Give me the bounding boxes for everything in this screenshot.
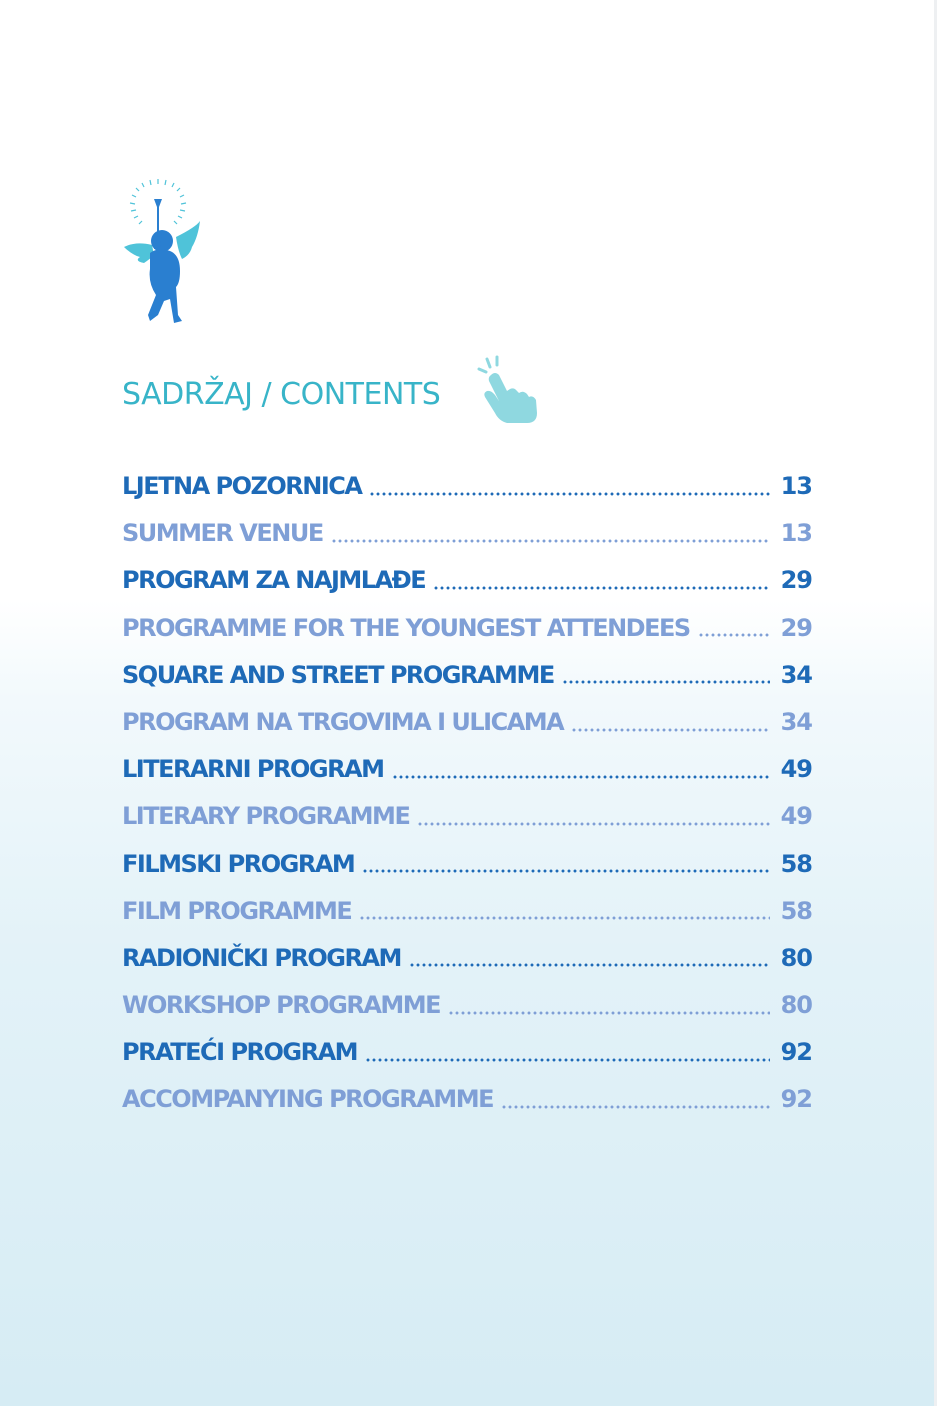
- toc-entry-page-number: 13: [780, 472, 812, 500]
- toc-entry-title: SUMMER VENUE: [122, 519, 323, 548]
- toc-entry-page-number: 34: [780, 660, 812, 689]
- dot-leader: [392, 760, 770, 780]
- toc-entry-title: FILMSKI PROGRAM: [122, 849, 355, 878]
- toc-entry[interactable]: [122, 1076, 812, 1123]
- contents-heading-row: [122, 355, 582, 425]
- contents-title: SADRŽAJ / CONTENTS: [122, 377, 441, 412]
- toc-entry[interactable]: [122, 605, 812, 652]
- toc-entry-title: PRATEĆI PROGRAM: [122, 1038, 358, 1067]
- dot-leader: [698, 618, 770, 638]
- toc-entry-title: LITERARY PROGRAMME: [122, 802, 410, 831]
- toc-entry-page-number: 49: [780, 802, 812, 831]
- toc-entry-title: WORKSHOP PROGRAMME: [122, 991, 441, 1020]
- dot-leader: [365, 1043, 770, 1063]
- toc-entry[interactable]: [122, 699, 812, 746]
- toc-entry-title: PROGRAM ZA NAJMLAĐE: [122, 566, 426, 595]
- toc-entry[interactable]: [122, 652, 812, 699]
- toc-entry[interactable]: [122, 982, 812, 1029]
- toc-entry[interactable]: [122, 510, 812, 557]
- toc-entry-title: RADIONIČKI PROGRAM: [122, 943, 401, 972]
- dot-leader: [417, 807, 770, 827]
- toc-entry-title: SQUARE AND STREET PROGRAMME: [122, 660, 554, 689]
- dot-leader: [433, 571, 770, 591]
- toc-entry-title: LITERARNI PROGRAM: [122, 755, 384, 784]
- pointing-hand-icon: [477, 355, 539, 425]
- toc-entry-title: PROGRAMME FOR THE YOUNGEST ATTENDEES: [122, 613, 690, 642]
- dot-leader: [359, 901, 770, 921]
- toc-entry[interactable]: [122, 463, 812, 510]
- toc-entry[interactable]: [122, 557, 812, 604]
- dot-leader: [448, 996, 770, 1016]
- dot-leader: [369, 477, 770, 497]
- dot-leader: [331, 524, 770, 544]
- toc-entry-title: ACCOMPANYING PROGRAMME: [122, 1085, 493, 1114]
- toc-entry[interactable]: [122, 841, 812, 888]
- table-of-contents: [122, 463, 812, 1124]
- toc-entry-page-number: 92: [780, 1085, 812, 1114]
- toc-entry[interactable]: [122, 935, 812, 982]
- toc-entry-title: PROGRAM NA TRGOVIMA I ULICAMA: [122, 707, 564, 736]
- dot-leader: [409, 948, 770, 968]
- toc-entry-page-number: 80: [780, 943, 812, 972]
- toc-entry-page-number: 29: [780, 613, 812, 642]
- toc-entry-page-number: 49: [780, 755, 812, 784]
- toc-entry-page-number: 92: [780, 1038, 812, 1067]
- toc-entry-title: LJETNA POZORNICA: [122, 472, 362, 500]
- toc-entry-page-number: 29: [780, 566, 812, 595]
- toc-entry[interactable]: [122, 746, 812, 793]
- toc-entry[interactable]: [122, 1029, 812, 1076]
- angel-trumpet-icon: [118, 175, 208, 325]
- dot-leader: [562, 665, 770, 685]
- toc-entry-page-number: 58: [780, 896, 812, 925]
- toc-entry-title: FILM PROGRAMME: [122, 896, 352, 925]
- dot-leader: [571, 713, 770, 733]
- dot-leader: [362, 854, 770, 874]
- toc-entry-page-number: 13: [780, 519, 812, 548]
- toc-entry[interactable]: [122, 888, 812, 935]
- toc-entry[interactable]: [122, 793, 812, 840]
- toc-entry-page-number: 58: [780, 849, 812, 878]
- dot-leader: [501, 1090, 770, 1110]
- toc-entry-page-number: 80: [780, 991, 812, 1020]
- toc-entry-page-number: 34: [780, 707, 812, 736]
